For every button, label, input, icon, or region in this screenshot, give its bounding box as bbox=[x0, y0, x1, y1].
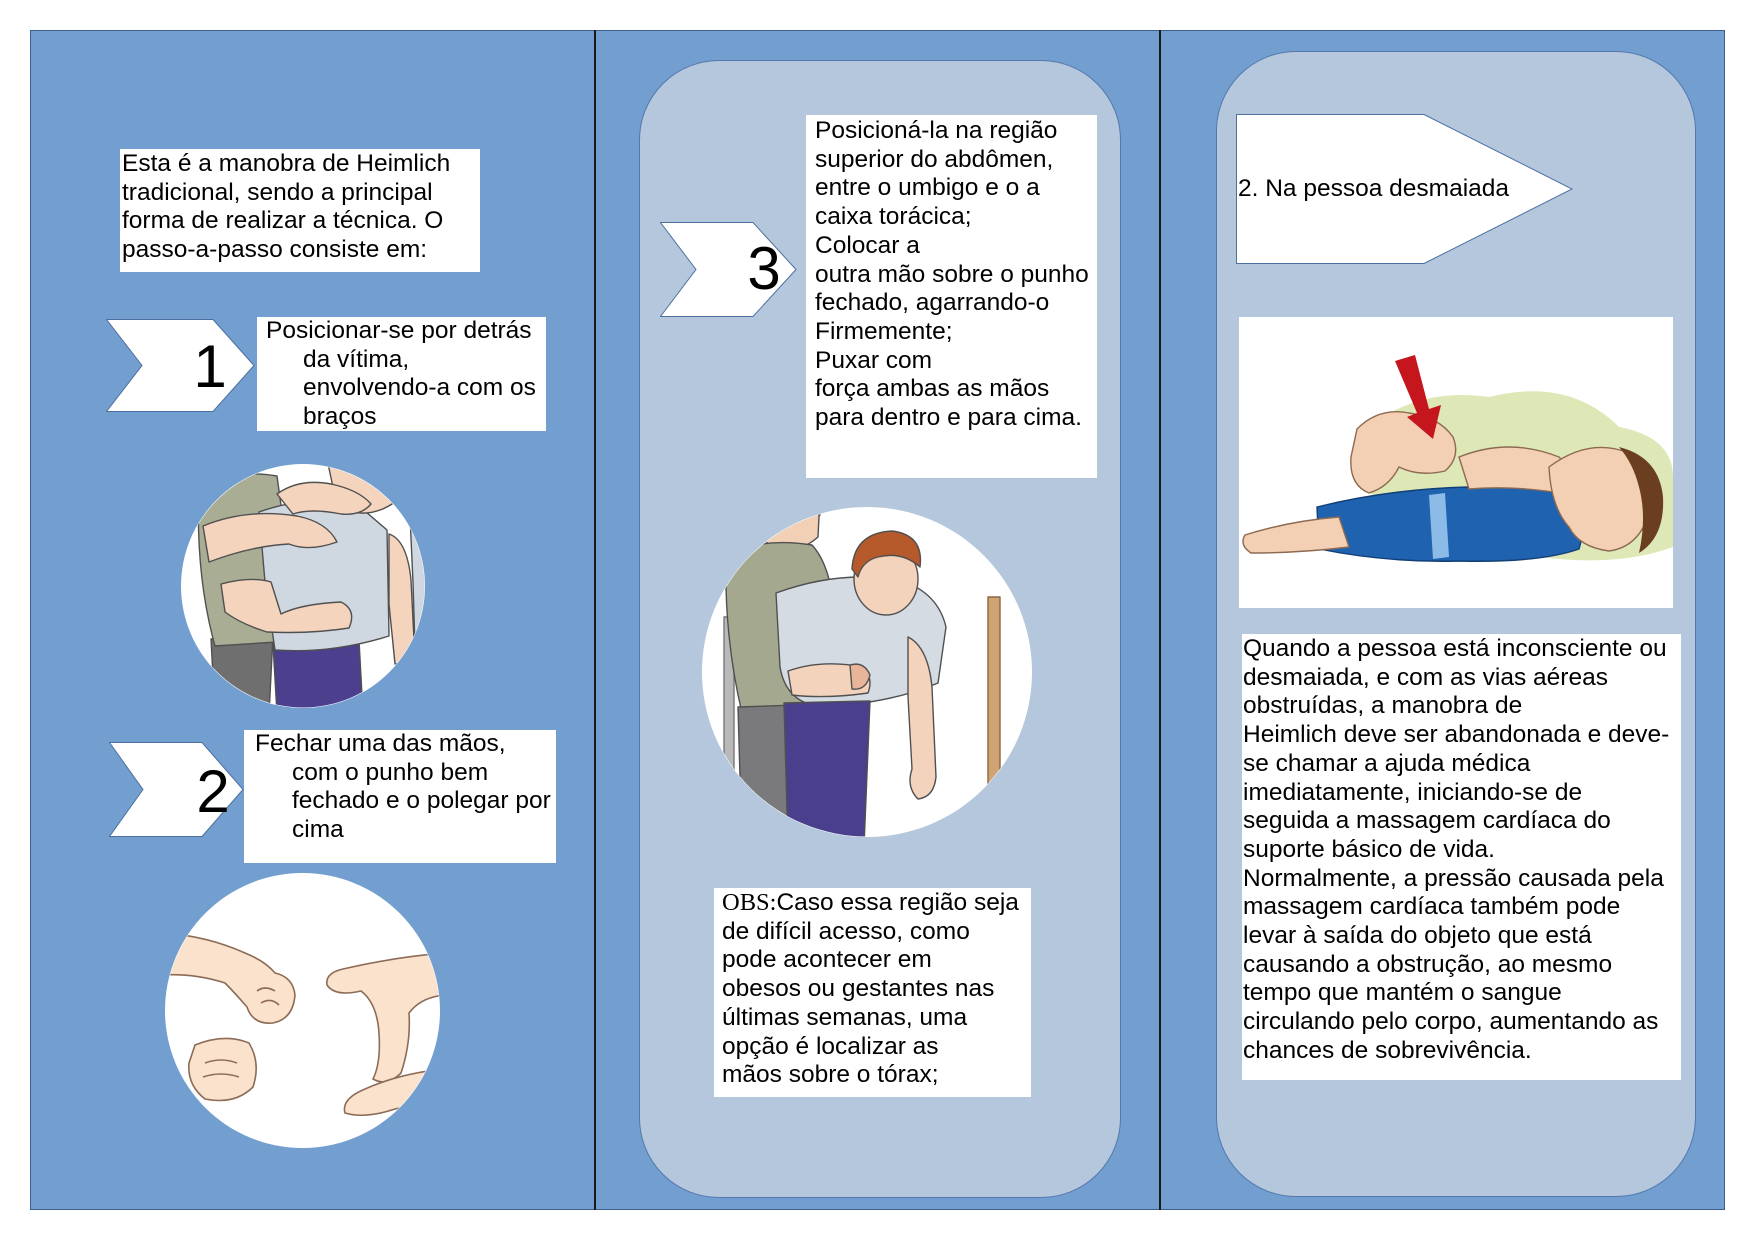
unconscious-person-illustration bbox=[1239, 317, 1673, 608]
step-2-text-box bbox=[244, 730, 556, 863]
step-3-illustration bbox=[702, 507, 1032, 837]
note-line: opção é localizar as bbox=[722, 1032, 939, 1060]
paragraph-line: Normalmente, a pressão causada pela bbox=[1243, 864, 1664, 892]
step-3-line: Firmemente; bbox=[815, 317, 953, 345]
step-3-line: Puxar com bbox=[815, 346, 933, 374]
note-line: de difícil acesso, como bbox=[722, 917, 970, 945]
paragraph-line: imediatamente, iniciando-se de bbox=[1243, 778, 1583, 806]
note-line bbox=[722, 889, 1031, 918]
step-2-line: cima bbox=[292, 816, 344, 844]
intro-line: Esta é a manobra de Heimlich bbox=[122, 150, 451, 177]
paragraph-line: circulando pelo corpo, aumentando as bbox=[1243, 1008, 1659, 1036]
intro-line: forma de realizar a técnica. O bbox=[122, 207, 444, 235]
intro-text-box bbox=[120, 149, 480, 272]
step-3-number: 3 bbox=[747, 235, 781, 302]
step-3-line: Posicioná-la na região bbox=[815, 117, 1058, 144]
step-2-illustration bbox=[165, 873, 440, 1148]
paragraph-line: suporte básico de vida. bbox=[1243, 835, 1495, 863]
step-1-chevron bbox=[106, 319, 255, 412]
note-text-box bbox=[714, 888, 1031, 1097]
step-2-line: com o punho bem bbox=[292, 758, 489, 786]
step-3-line: caixa torácica; bbox=[815, 203, 972, 231]
step-1-line: braços bbox=[303, 403, 377, 431]
step-1-number: 1 bbox=[193, 333, 227, 400]
paragraph-line: obstruídas, a manobra de bbox=[1243, 692, 1523, 720]
fold-divider-right bbox=[1159, 30, 1161, 1210]
step-3-line: superior do abdômen, bbox=[815, 145, 1054, 173]
fold-divider-left bbox=[594, 30, 596, 1210]
unconscious-text-box bbox=[1242, 634, 1681, 1080]
step-1-text-box bbox=[257, 317, 546, 431]
paragraph-line: chances de sobrevivência. bbox=[1243, 1036, 1532, 1064]
step-2-line: fechado e o polegar por bbox=[292, 787, 551, 815]
step-1-illustration bbox=[181, 464, 425, 708]
note-line: pode acontecer em bbox=[722, 946, 932, 974]
step-3-line: entre o umbigo e o a bbox=[815, 174, 1040, 202]
step-1-line: da vítima, bbox=[303, 345, 410, 373]
step-1-line: envolvendo-a com os bbox=[303, 374, 536, 402]
paragraph-line: seguida a massagem cardíaca do bbox=[1243, 807, 1611, 835]
step-3-line: para dentro e para cima. bbox=[815, 404, 1082, 432]
step-3-text-box bbox=[806, 115, 1097, 478]
step-3-line: Colocar a bbox=[815, 231, 920, 259]
step-2-number: 2 bbox=[196, 758, 230, 825]
paragraph-line: Quando a pessoa está inconsciente ou bbox=[1243, 635, 1667, 662]
step-2-line: Fechar uma das mãos, bbox=[255, 730, 506, 757]
note-line: últimas semanas, uma bbox=[722, 1003, 968, 1031]
intro-line: passo-a-passo consiste em: bbox=[122, 236, 428, 264]
paragraph-line: Heimlich deve ser abandonada e deve- bbox=[1243, 721, 1670, 749]
note-line: mãos sobre o tórax; bbox=[722, 1061, 939, 1089]
paragraph-line: tempo que mantém o sangue bbox=[1243, 979, 1562, 1007]
paragraph-line: levar à saída do objeto que está bbox=[1243, 922, 1592, 950]
paragraph-line: massagem cardíaca também pode bbox=[1243, 893, 1621, 921]
step-1-line: Posicionar-se por detrás bbox=[266, 317, 532, 344]
paragraph-line: se chamar a ajuda médica bbox=[1243, 749, 1531, 777]
note-line: obesos ou gestantes nas bbox=[722, 975, 995, 1003]
note-label: OBS: bbox=[722, 889, 777, 916]
intro-line: tradicional, sendo a principal bbox=[122, 178, 433, 206]
step-3-line: fechado, agarrando-o bbox=[815, 289, 1050, 317]
step-3-line: força ambas as mãos bbox=[815, 375, 1050, 403]
note-line-text: Caso essa região seja bbox=[776, 889, 1019, 916]
step-3-line: outra mão sobre o punho bbox=[815, 260, 1089, 288]
paragraph-line: causando a obstrução, ao mesmo bbox=[1243, 950, 1613, 978]
section-heading: 2. Na pessoa desmaiada bbox=[1238, 175, 1510, 202]
paragraph-line: desmaiada, e com as vias aéreas bbox=[1243, 663, 1608, 691]
section-heading-arrow bbox=[1236, 114, 1573, 264]
